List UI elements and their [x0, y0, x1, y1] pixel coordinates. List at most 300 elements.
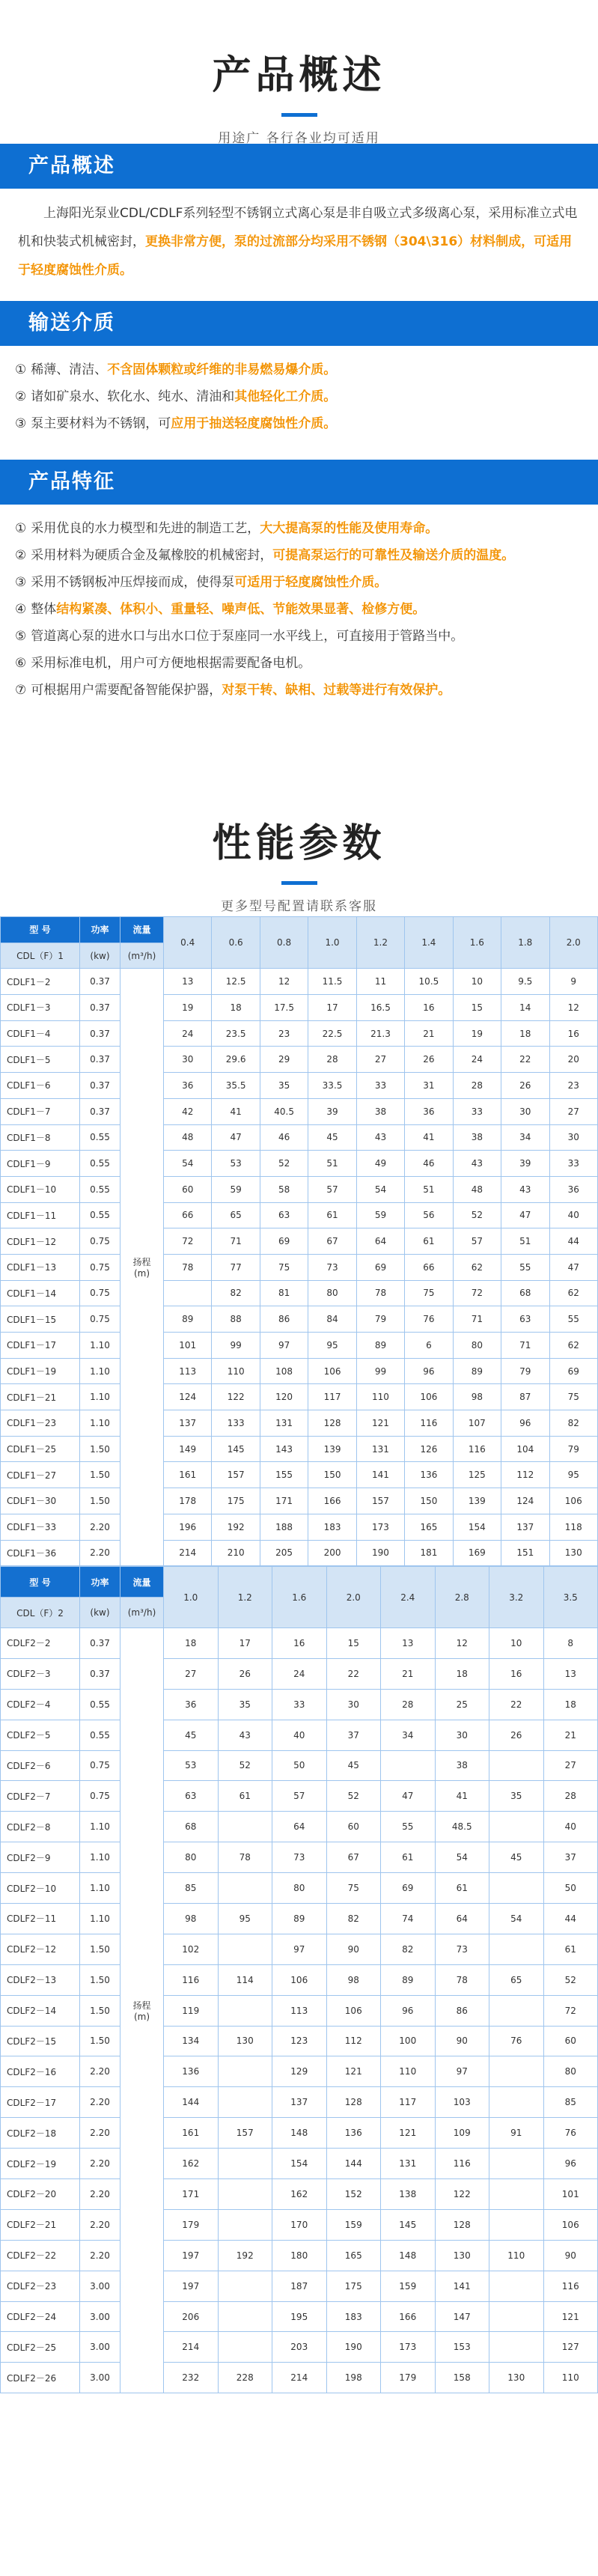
- head-value-cell: 75: [260, 1254, 308, 1280]
- head-value-cell: 228: [218, 2363, 272, 2393]
- head-value-cell: 38: [435, 1750, 489, 1781]
- table-row: [1, 1254, 598, 1280]
- head-value-cell: 90: [326, 1934, 381, 1964]
- head-value-cell: 107: [453, 1410, 501, 1437]
- table-row: [1, 1410, 598, 1437]
- head-value-cell: 71: [212, 1228, 260, 1255]
- head-value-cell: 34: [501, 1124, 549, 1151]
- head-value-cell: 52: [218, 1750, 272, 1781]
- list-item: [15, 596, 583, 623]
- head-value-cell: 69: [381, 1873, 436, 1904]
- head-value-cell: 78: [435, 1964, 489, 1995]
- head-value-cell: 26: [405, 1047, 453, 1073]
- head-value-cell: 110: [543, 2363, 598, 2393]
- head-value-cell: 82: [381, 1934, 436, 1964]
- header-flow-unit: (m³/h): [120, 1598, 164, 1628]
- power-cell: 3.00: [80, 2363, 120, 2393]
- head-value-cell: 71: [453, 1306, 501, 1333]
- model-cell: CDLF1－8: [1, 1124, 80, 1151]
- table-row: [1, 1842, 598, 1873]
- head-value-cell: 130: [435, 2240, 489, 2271]
- head-value-cell: 24: [164, 1020, 212, 1047]
- head-value-cell: 154: [272, 2149, 327, 2179]
- item-text: 诸如矿泉水、软化水、纯水、清油和: [31, 389, 235, 404]
- item-highlight: 结构紧凑、体积小、重量轻、噪声低、节能效果显著、检修方便。: [56, 602, 426, 617]
- head-value-cell: 61: [405, 1228, 453, 1255]
- item-number: ①: [15, 521, 27, 536]
- head-value-cell: 46: [405, 1151, 453, 1177]
- head-value-cell: 78: [356, 1280, 404, 1306]
- head-value-cell: 162: [164, 2149, 219, 2179]
- table-row: [1, 1436, 598, 1462]
- list-item: [15, 515, 583, 542]
- performance-header: [0, 782, 598, 914]
- table-row: [1, 2271, 598, 2301]
- head-value-cell: 192: [218, 2240, 272, 2271]
- head-value-cell: 41: [435, 1781, 489, 1812]
- head-value-cell: 62: [549, 1333, 598, 1359]
- table-row: [1, 1358, 598, 1384]
- head-value-cell: 95: [549, 1462, 598, 1488]
- head-value-cell: 103: [435, 2087, 489, 2118]
- head-value-cell: 55: [501, 1254, 549, 1280]
- head-value-cell: 29.6: [212, 1047, 260, 1073]
- head-value-cell: 149: [164, 1436, 212, 1462]
- head-value-cell: 16: [405, 995, 453, 1021]
- head-value-cell: 97: [435, 2056, 489, 2087]
- head-value-cell: 178: [164, 1488, 212, 1514]
- head-value-cell: 16: [489, 1658, 544, 1689]
- power-cell: 2.20: [80, 2240, 120, 2271]
- model-cell: CDLF2－4: [1, 1689, 80, 1720]
- table-row: [1, 2240, 598, 2271]
- model-cell: CDLF1－9: [1, 1151, 80, 1177]
- power-cell: 1.10: [80, 1873, 120, 1904]
- head-value-cell: 82: [212, 1280, 260, 1306]
- table-row: [1, 1627, 598, 1658]
- head-value-cell: 50: [543, 1873, 598, 1904]
- header-flow-value: 1.6: [272, 1567, 327, 1628]
- list-item: [15, 542, 583, 569]
- table-row: [1, 1098, 598, 1124]
- head-value-cell: 54: [164, 1151, 212, 1177]
- head-value-cell: 175: [212, 1488, 260, 1514]
- head-value-cell: 33: [453, 1098, 501, 1124]
- head-value-cell: 76: [405, 1306, 453, 1333]
- head-value-cell: 64: [356, 1228, 404, 1255]
- power-cell: 0.37: [80, 1098, 120, 1124]
- head-value-cell: 21: [405, 1020, 453, 1047]
- overview-header: [0, 0, 598, 144]
- head-value-cell: 34: [381, 1720, 436, 1750]
- head-value-cell: 62: [549, 1280, 598, 1306]
- head-value-cell: 75: [549, 1384, 598, 1410]
- head-value-cell: 99: [212, 1333, 260, 1359]
- head-value-cell: [218, 1812, 272, 1842]
- head-value-cell: 51: [308, 1151, 356, 1177]
- performance-table-2: [0, 1566, 598, 2393]
- head-value-cell: 137: [501, 1514, 549, 1540]
- head-value-cell: 40: [272, 1720, 327, 1750]
- head-value-cell: 136: [405, 1462, 453, 1488]
- head-value-cell: 145: [212, 1436, 260, 1462]
- head-value-cell: 157: [212, 1462, 260, 1488]
- head-value-cell: 44: [549, 1228, 598, 1255]
- table-row: [1, 1812, 598, 1842]
- head-value-cell: 19: [164, 995, 212, 1021]
- header-power-unit: (kw): [80, 1598, 120, 1628]
- head-value-cell: 65: [212, 1202, 260, 1228]
- list-item: [15, 383, 583, 410]
- table-row: [1, 1280, 598, 1306]
- model-cell: CDLF2－15: [1, 2026, 80, 2056]
- header-flow-value: 2.8: [435, 1567, 489, 1628]
- head-value-cell: 57: [272, 1781, 327, 1812]
- head-value-cell: 173: [381, 2332, 436, 2363]
- head-value-cell: 30: [435, 1720, 489, 1750]
- table-row: [1, 1124, 598, 1151]
- header-power-unit: (kw): [80, 943, 120, 969]
- model-cell: CDLF2－14: [1, 1995, 80, 2026]
- power-cell: 0.55: [80, 1202, 120, 1228]
- header-model-series: CDL（F）2: [1, 1598, 80, 1628]
- item-text: 泵主要材料为不锈钢，可: [31, 416, 171, 431]
- head-value-cell: 134: [164, 2026, 219, 2056]
- power-cell: 0.55: [80, 1176, 120, 1202]
- head-value-cell: 145: [381, 2209, 436, 2240]
- head-value-cell: 98: [453, 1384, 501, 1410]
- head-value-cell: 13: [543, 1658, 598, 1689]
- head-value-cell: 54: [489, 1903, 544, 1934]
- head-value-cell: 122: [212, 1384, 260, 1410]
- item-text: 可根据用户需要配备智能保护器，: [31, 683, 222, 698]
- head-value-cell: 60: [326, 1812, 381, 1842]
- head-label-cell: [120, 969, 164, 1566]
- head-value-cell: 89: [453, 1358, 501, 1384]
- head-value-cell: 139: [453, 1488, 501, 1514]
- head-value-cell: 54: [435, 1842, 489, 1873]
- head-value-cell: 69: [356, 1254, 404, 1280]
- head-value-cell: 116: [543, 2271, 598, 2301]
- head-value-cell: 158: [435, 2363, 489, 2393]
- model-cell: CDLF2－2: [1, 1627, 80, 1658]
- item-number: ③: [15, 575, 27, 590]
- power-cell: 2.20: [80, 1514, 120, 1540]
- header-flow-value: 1.0: [164, 1567, 219, 1628]
- head-value-cell: 69: [549, 1358, 598, 1384]
- item-number: ①: [15, 362, 27, 377]
- model-cell: CDLF1－25: [1, 1436, 80, 1462]
- head-value-cell: 97: [260, 1333, 308, 1359]
- head-value-cell: 45: [164, 1720, 219, 1750]
- model-cell: CDLF2－9: [1, 1842, 80, 1873]
- head-value-cell: 88: [212, 1306, 260, 1333]
- power-cell: 2.20: [80, 2056, 120, 2087]
- head-value-cell: 131: [356, 1436, 404, 1462]
- head-value-cell: 183: [308, 1514, 356, 1540]
- model-cell: CDLF2－10: [1, 1873, 80, 1904]
- head-value-cell: 53: [212, 1151, 260, 1177]
- head-value-cell: 30: [326, 1689, 381, 1720]
- item-highlight: 大大提高泵的性能及使用寿命。: [260, 521, 439, 536]
- head-value-cell: 26: [501, 1073, 549, 1099]
- head-value-cell: 161: [164, 2118, 219, 2149]
- power-cell: 0.55: [80, 1720, 120, 1750]
- intro-text: 上海阳光泵业CDL/CDLF系列轻型不锈钢立式离心泵是非自吸立式多级离心泵，采用标准立式电机和快装式机械密封，: [18, 206, 578, 249]
- head-value-cell: 39: [501, 1151, 549, 1177]
- table-row: [1, 1306, 598, 1333]
- head-value-cell: 10: [453, 969, 501, 995]
- head-value-cell: 13: [381, 1627, 436, 1658]
- head-value-cell: [218, 2332, 272, 2363]
- head-value-cell: 43: [356, 1124, 404, 1151]
- power-cell: 0.75: [80, 1280, 120, 1306]
- table-row: [1, 1073, 598, 1099]
- head-value-cell: 76: [489, 2026, 544, 2056]
- head-value-cell: 17: [308, 995, 356, 1021]
- head-value-cell: 96: [381, 1995, 436, 2026]
- item-text: 采用不锈钢板冲压焊接而成，使得泵: [31, 575, 235, 590]
- head-value-cell: 13: [164, 969, 212, 995]
- head-value-cell: 127: [543, 2332, 598, 2363]
- list-item: [15, 356, 583, 383]
- head-value-cell: 51: [501, 1228, 549, 1255]
- head-value-cell: [489, 1873, 544, 1904]
- item-text: 采用标准电机，用户可方便地根据需要配备电机。: [31, 656, 311, 671]
- model-cell: CDLF2－3: [1, 1658, 80, 1689]
- head-value-cell: 82: [549, 1410, 598, 1437]
- head-value-cell: 161: [164, 1462, 212, 1488]
- table-row: [1, 1964, 598, 1995]
- head-value-cell: [489, 2179, 544, 2210]
- head-value-cell: 120: [260, 1384, 308, 1410]
- head-value-cell: 197: [164, 2271, 219, 2301]
- head-value-cell: 112: [326, 2026, 381, 2056]
- model-cell: CDLF1－14: [1, 1280, 80, 1306]
- item-text: 管道离心泵的进水口与出水口位于泵座同一水平线上，可直接用于管路当中。: [31, 629, 464, 644]
- head-value-cell: 16: [549, 1020, 598, 1047]
- power-cell: 0.75: [80, 1781, 120, 1812]
- head-value-cell: 98: [326, 1964, 381, 1995]
- head-value-cell: 86: [260, 1306, 308, 1333]
- head-value-cell: 96: [405, 1358, 453, 1384]
- model-cell: CDLF1－3: [1, 995, 80, 1021]
- head-value-cell: 52: [453, 1202, 501, 1228]
- head-value-cell: 119: [164, 1995, 219, 2026]
- model-cell: CDLF2－19: [1, 2149, 80, 2179]
- head-value-cell: 16: [272, 1627, 327, 1658]
- head-value-cell: 200: [308, 1540, 356, 1566]
- head-value-cell: 20: [549, 1047, 598, 1073]
- power-cell: 0.37: [80, 1047, 120, 1073]
- head-value-cell: 48: [164, 1124, 212, 1151]
- power-cell: 1.50: [80, 2026, 120, 2056]
- head-value-cell: 110: [212, 1358, 260, 1384]
- power-cell: 2.20: [80, 1540, 120, 1566]
- head-value-cell: 78: [218, 1842, 272, 1873]
- head-value-cell: 197: [164, 2240, 219, 2271]
- head-value-cell: 35: [489, 1781, 544, 1812]
- head-value-cell: 44: [543, 1903, 598, 1934]
- head-value-cell: 102: [164, 1934, 219, 1964]
- power-cell: 0.37: [80, 1658, 120, 1689]
- head-value-cell: 8: [543, 1627, 598, 1658]
- head-value-cell: 10: [489, 1627, 544, 1658]
- head-value-cell: 15: [326, 1627, 381, 1658]
- head-value-cell: [489, 2301, 544, 2332]
- head-value-cell: 171: [260, 1488, 308, 1514]
- power-cell: 0.55: [80, 1124, 120, 1151]
- header-model-series: CDL（F）1: [1, 943, 80, 969]
- table-header-row: [1, 917, 598, 943]
- head-value-cell: 53: [164, 1750, 219, 1781]
- header-flow-value: 1.0: [308, 917, 356, 969]
- head-value-cell: [489, 2332, 544, 2363]
- head-value-cell: 40.5: [260, 1098, 308, 1124]
- header-flow-value: 0.6: [212, 917, 260, 969]
- head-value-cell: 28: [453, 1073, 501, 1099]
- head-value-cell: 116: [435, 2149, 489, 2179]
- head-value-cell: 75: [326, 1873, 381, 1904]
- head-value-cell: [489, 1934, 544, 1964]
- head-value-cell: 30: [501, 1098, 549, 1124]
- head-value-cell: 40: [549, 1202, 598, 1228]
- head-value-cell: [218, 2179, 272, 2210]
- head-value-cell: 30: [549, 1124, 598, 1151]
- model-cell: CDLF1－36: [1, 1540, 80, 1566]
- model-cell: CDLF1－7: [1, 1098, 80, 1124]
- head-value-cell: 173: [356, 1514, 404, 1540]
- head-value-cell: 89: [164, 1306, 212, 1333]
- head-unit: (m): [133, 1268, 150, 1279]
- head-value-cell: 25: [435, 1689, 489, 1720]
- table-row: [1, 1020, 598, 1047]
- model-cell: CDLF2－18: [1, 2118, 80, 2149]
- head-value-cell: 152: [326, 2179, 381, 2210]
- power-cell: 0.37: [80, 969, 120, 995]
- head-value-cell: 19: [453, 1020, 501, 1047]
- power-cell: 3.00: [80, 2301, 120, 2332]
- media-band: 输送介质: [0, 301, 598, 346]
- head-value-cell: 43: [501, 1176, 549, 1202]
- list-item: [15, 650, 583, 677]
- table-row: [1, 2179, 598, 2210]
- head-value-cell: 106: [543, 2209, 598, 2240]
- head-value-cell: [489, 2271, 544, 2301]
- head-value-cell: 59: [356, 1202, 404, 1228]
- head-value-cell: 108: [260, 1358, 308, 1384]
- head-value-cell: 109: [435, 2118, 489, 2149]
- model-cell: CDLF2－12: [1, 1934, 80, 1964]
- power-cell: 1.10: [80, 1410, 120, 1437]
- head-value-cell: 22: [501, 1047, 549, 1073]
- head-value-cell: 169: [453, 1540, 501, 1566]
- head-value-cell: [489, 1995, 544, 2026]
- head-value-cell: 106: [308, 1358, 356, 1384]
- head-value-cell: 26: [489, 1720, 544, 1750]
- head-value-cell: 81: [260, 1280, 308, 1306]
- head-value-cell: 143: [260, 1436, 308, 1462]
- head-value-cell: 76: [543, 2118, 598, 2149]
- head-value-cell: 55: [381, 1812, 436, 1842]
- head-value-cell: 124: [164, 1384, 212, 1410]
- power-cell: 0.55: [80, 1689, 120, 1720]
- head-value-cell: 98: [164, 1903, 219, 1934]
- head-value-cell: 71: [501, 1333, 549, 1359]
- head-value-cell: [218, 2087, 272, 2118]
- head-value-cell: 36: [164, 1073, 212, 1099]
- head-value-cell: 106: [549, 1488, 598, 1514]
- head-value-cell: 49: [356, 1151, 404, 1177]
- head-value-cell: 128: [435, 2209, 489, 2240]
- head-value-cell: 166: [308, 1488, 356, 1514]
- head-value-cell: 116: [164, 1964, 219, 1995]
- head-value-cell: 48.5: [435, 1812, 489, 1842]
- head-value-cell: 63: [501, 1306, 549, 1333]
- power-cell: 0.37: [80, 1020, 120, 1047]
- features-list: [0, 505, 598, 782]
- head-value-cell: 130: [218, 2026, 272, 2056]
- header-model: 型 号: [1, 917, 80, 943]
- head-value-cell: 110: [381, 2056, 436, 2087]
- power-cell: 0.55: [80, 1151, 120, 1177]
- head-value-cell: 38: [453, 1124, 501, 1151]
- model-cell: CDLF2－20: [1, 2179, 80, 2210]
- head-value-cell: 67: [326, 1842, 381, 1873]
- item-highlight: 对泵干转、缺相、过载等进行有效保护。: [222, 683, 451, 698]
- head-value-cell: 106: [405, 1384, 453, 1410]
- table-row: [1, 1488, 598, 1514]
- table-row: [1, 1151, 598, 1177]
- header-power: 功率: [80, 1567, 120, 1598]
- power-cell: 2.20: [80, 2087, 120, 2118]
- head-value-cell: 124: [501, 1488, 549, 1514]
- head-value-cell: 48: [453, 1176, 501, 1202]
- head-value-cell: 18: [543, 1689, 598, 1720]
- head-value-cell: 99: [356, 1358, 404, 1384]
- head-value-cell: 131: [381, 2149, 436, 2179]
- head-value-cell: [164, 1280, 212, 1306]
- head-value-cell: 10.5: [405, 969, 453, 995]
- head-value-cell: 45: [489, 1842, 544, 1873]
- head-value-cell: [218, 2271, 272, 2301]
- header-power: 功率: [80, 917, 120, 943]
- head-value-cell: [489, 2056, 544, 2087]
- head-value-cell: 77: [212, 1254, 260, 1280]
- performance-table-1: [0, 916, 598, 1566]
- head-value-cell: 24: [272, 1658, 327, 1689]
- head-value-cell: 133: [212, 1410, 260, 1437]
- table-row: [1, 969, 598, 995]
- head-value-cell: 55: [549, 1306, 598, 1333]
- power-cell: 2.20: [80, 2209, 120, 2240]
- head-value-cell: 118: [549, 1514, 598, 1540]
- head-value-cell: 116: [453, 1436, 501, 1462]
- head-value-cell: 27: [543, 1750, 598, 1781]
- head-value-cell: 86: [435, 1995, 489, 2026]
- head-value-cell: 61: [218, 1781, 272, 1812]
- head-value-cell: 130: [549, 1540, 598, 1566]
- head-value-cell: 61: [543, 1934, 598, 1964]
- head-value-cell: 125: [453, 1462, 501, 1488]
- head-value-cell: 203: [272, 2332, 327, 2363]
- head-value-cell: 28: [308, 1047, 356, 1073]
- head-value-cell: 181: [405, 1540, 453, 1566]
- head-value-cell: 180: [272, 2240, 327, 2271]
- model-cell: CDLF2－23: [1, 2271, 80, 2301]
- model-cell: CDLF1－23: [1, 1410, 80, 1437]
- head-value-cell: 47: [212, 1124, 260, 1151]
